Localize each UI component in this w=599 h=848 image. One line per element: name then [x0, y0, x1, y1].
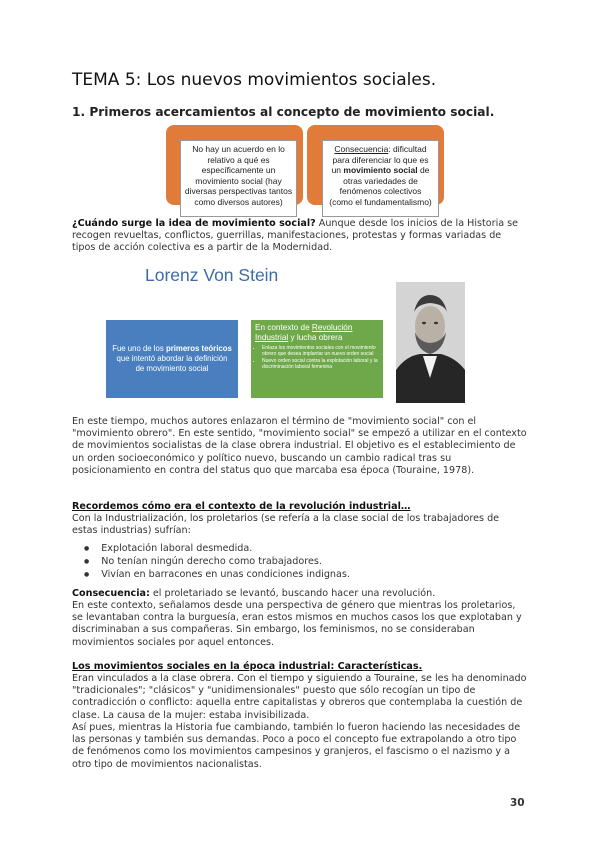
box-line: como diversos autores)	[194, 196, 283, 207]
list-item: ● No tenían ningún derecho como trabajadores.	[84, 556, 350, 569]
box-line: Consecuencia: dificultad	[334, 144, 427, 154]
box-line: un movimiento social de	[331, 165, 430, 176]
green-box-title: En contexto de Revolución Industrial y lucha obrera	[255, 323, 353, 342]
green-box-bullets	[251, 345, 383, 371]
list-item: ● Explotación laboral desmedida.	[84, 543, 350, 556]
paragraph-origin: ¿Cuándo surge la idea de movimiento social? Aunque desde los inicios de la Historia se recogen revueltas, conflictos, guerrillas, manifestaciones, protestas y formas variadas de tipos de acción colectiva es a partir de la Modernidad.	[72, 218, 519, 254]
box-line: No hay un acuerdo en lo	[192, 144, 285, 154]
box-line: para diferenciar lo que es	[332, 154, 429, 165]
portrait-drawing	[396, 282, 465, 403]
box-line: (como el fundamentalismo)	[329, 196, 432, 207]
definition-box-left	[180, 140, 297, 217]
definition-box-right	[322, 140, 439, 217]
green-bullet: • Enlaza los movimientos sociales con el movimiento obrero que desea implantar un nuevo orden social	[262, 345, 379, 358]
green-box	[251, 320, 383, 398]
box-line: movimiento social (hay	[195, 175, 282, 186]
box-line: otras variedades de	[343, 175, 418, 186]
green-bullet: • Nuevo orden social contra la explotación laboral y la discriminación laboral femenina	[262, 358, 379, 371]
section-heading: 1. Primeros acercamientos al concepto de movimiento social.	[72, 105, 495, 119]
list-item: ● Vivían en barracones en unas condiciones indignas.	[84, 569, 350, 582]
blue-box: Fue uno de los primeros teóricos que intentó abordar la definición de movimiento social	[106, 320, 238, 398]
paragraph-industrialization: Con la Industrialización, los proletarios (se refería a la clase social de los trabajadores de estas industrias) sufrían:	[72, 513, 500, 537]
page-number: 30	[510, 797, 525, 809]
subheading-characteristics: Los movimientos sociales en la época industrial: Características.	[72, 661, 423, 672]
box-line: relativo a qué es	[207, 154, 270, 165]
box-line: fenómenos colectivos	[339, 186, 422, 197]
diagram-heading: Lorenz Von Stein	[145, 265, 279, 285]
page-title: TEMA 5: Los nuevos movimientos sociales.	[72, 70, 437, 90]
paragraph-consequence: Consecuencia: el proletariado se levantó, buscando hacer una revolución.	[72, 588, 436, 599]
box-line: diversas perspectivas tantos	[184, 186, 293, 197]
portrait-image	[396, 282, 465, 403]
box-line: específicamente un	[201, 165, 276, 176]
paragraph-workers-movement: En este tiempo, muchos autores enlazaron el término de "movimiento social" con el "movimiento obrero". En este sentido, "movimiento social" se empezó a utilizar en el contexto de movimientos socialistas de la clase obrera industrial. El objetivo es el establecimiento de un orden socioeconómico y político nuevo, buscando un cambio radical tras su posicionamiento en contra del status quo que marcaba esa época (Touraine, 1978).	[72, 416, 527, 476]
bullet-list	[84, 543, 350, 583]
paragraph-evolution: Así pues, mientras la Historia fue cambiando, también lo fueron haciendo las necesidades de las personas y también sus demandas. Poco a poco el concepto fue extrapolando a otro tipo de fenómenos como los movimientos campesinos y granjeros, el fascismo o el nazismo y a otro tipo de movimientos nacionalistas.	[72, 722, 521, 770]
paragraph-gender: En este contexto, señalamos desde una perspectiva de género que mientras los proletarios, se levantaban contra la burguesía, eran estos mismos en muchos casos los que explotaban y discriminaban a sus compañeras. Sin embargo, los feminismos, no se consideraban movimientos sociales por aquel entonces.	[72, 600, 522, 648]
subheading-context: Recordemos cómo era el contexto de la revolución industrial…	[72, 501, 411, 512]
paragraph-traditional: Eran vinculados a la clase obrera. Con el tiempo y siguiendo a Touraine, se les ha denominado "tradicionales"; "clásicos" y "unidimensionales" puesto que sólo recogían un tipo de contradicción o conflicto: aquella entre capitalistas y obreros que contemplaba la cuestión de clase. La causa de la mujer: estaba invisibilizada.	[72, 673, 527, 721]
